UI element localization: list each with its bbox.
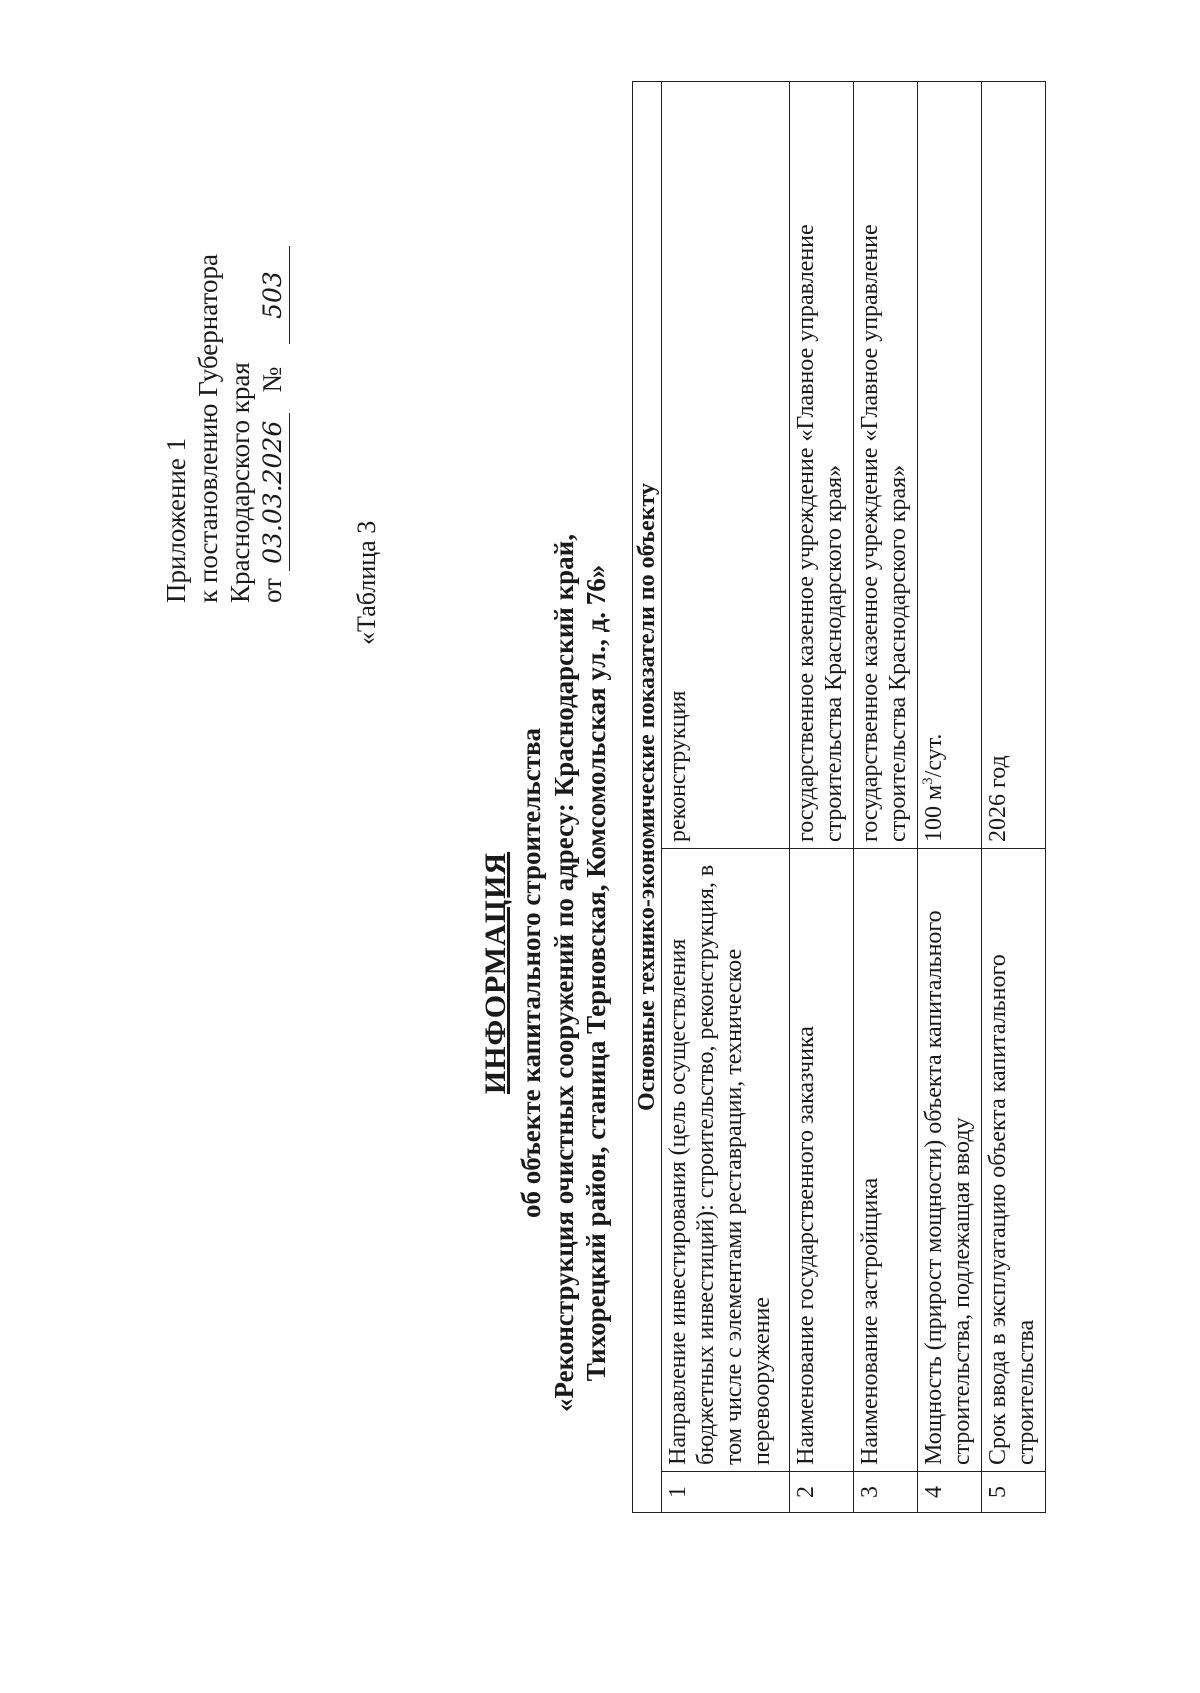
row-label: Направление инвестирования (цель осуществления бюджетных инвестиций): строительство, реконструкция, в том числе с элементами реставрации, техническое перевооружение	[662, 849, 790, 1472]
table-row	[982, 82, 1046, 1513]
row-label: Наименование застройщика	[854, 849, 918, 1472]
row-value: реконструкция	[662, 82, 790, 849]
row-value: 2026 год	[982, 82, 1046, 849]
row-number: 4	[918, 1472, 982, 1513]
appendix-line-decree: к постановлению Губернатора	[193, 254, 223, 603]
object-name-line-1: «Реконструкция очистных сооружений по адресу: Краснодарский край,	[549, 534, 579, 1412]
handwritten-date: 03.03.2026	[257, 413, 290, 571]
row-number: 5	[982, 1472, 1046, 1513]
indicators-table	[632, 81, 1046, 1513]
row-label: Наименование государственного заказчика	[790, 849, 854, 1472]
row-label: Срок ввода в эксплуатацию объекта капитального строительства	[982, 849, 1046, 1472]
handwritten-number: 503	[257, 246, 290, 344]
document-heading: ИНФОРМАЦИЯ	[479, 851, 512, 1095]
row-number: 2	[790, 1472, 854, 1513]
capacity-unit-suffix: /сут.	[921, 733, 947, 778]
row-number: 1	[662, 1472, 790, 1513]
table-row	[854, 82, 918, 1513]
capacity-value: 100 м	[921, 784, 947, 842]
table-row	[662, 82, 790, 1513]
appendix-date-line	[256, 143, 290, 603]
document-title-block	[478, 413, 612, 1533]
from-label: от	[257, 578, 287, 603]
document-subheading: об объекте капитального строительства	[516, 727, 546, 1219]
table-row	[790, 82, 854, 1513]
table-header-row	[633, 82, 662, 1513]
row-value: государственное казенное учреждение «Главное управление строительства Краснодарского края»	[790, 82, 854, 849]
table-number-label: «Таблица 3	[352, 520, 381, 645]
row-value: государственное казенное учреждение «Главное управление строительства Краснодарского края»	[854, 82, 918, 849]
appendix-block	[160, 143, 290, 603]
table-row	[918, 82, 982, 1513]
row-label: Мощность (прирост мощности) объекта капитального строительства, подлежащая вводу	[918, 849, 982, 1472]
row-number: 3	[854, 1472, 918, 1513]
table-header: Основные технико-экономические показатели по объекту	[633, 82, 662, 1513]
number-label: №	[257, 366, 287, 393]
appendix-line-region: Краснодарского края	[225, 362, 255, 603]
row-value	[918, 82, 982, 849]
object-name-line-2: Тихорецкий район, станица Терновская, Комсомольская ул., д. 76»	[581, 564, 611, 1382]
capacity-unit-exponent: 3	[920, 777, 936, 785]
appendix-title: Приложение 1	[161, 437, 191, 603]
